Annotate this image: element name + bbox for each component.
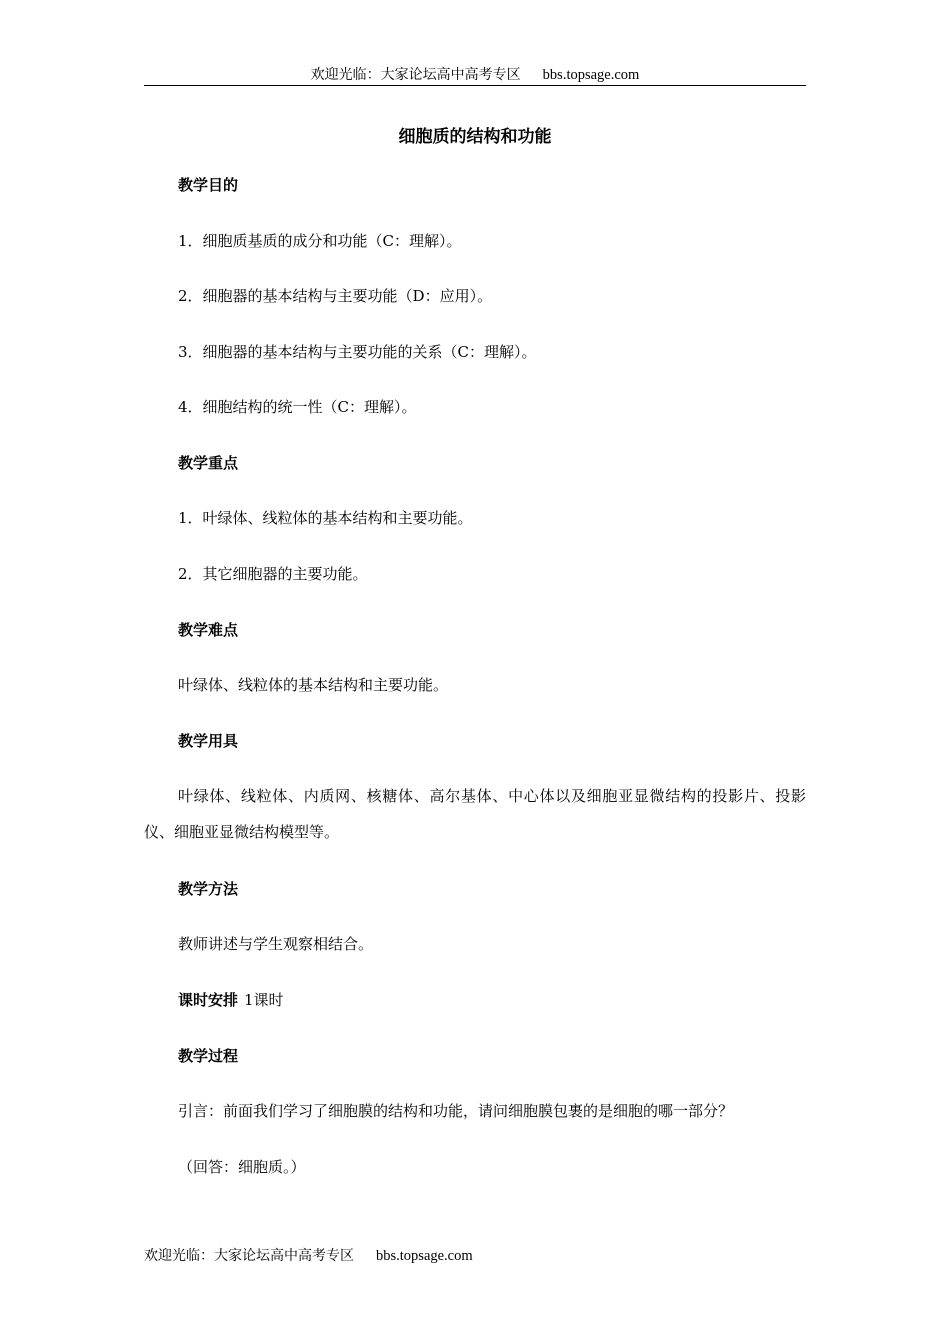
header-text: 欢迎光临：大家论坛高中高考专区 <box>310 67 521 83</box>
document-title: 细胞质的结构和功能 <box>398 127 552 147</box>
heading-key-points: 教学重点 <box>178 454 239 472</box>
objective-item-3: 3．细胞器的基本结构与主要功能的关系（C：理解）。 <box>178 343 537 361</box>
heading-methods: 教学方法 <box>178 880 239 898</box>
key-point-item-2: 2．其它细胞器的主要功能。 <box>178 565 368 583</box>
page-footer <box>144 1247 473 1265</box>
objective-item-1: 1．细胞质基质的成分和功能（C：理解）。 <box>178 232 462 250</box>
heading-difficulties: 教学难点 <box>178 621 239 639</box>
header-divider <box>144 85 806 86</box>
process-answer: （回答：细胞质。） <box>178 1158 306 1176</box>
header-url[interactable]: bbs.topsage.com <box>542 67 640 83</box>
methods-text: 教师讲述与学生观察相结合。 <box>178 935 374 953</box>
objective-item-4: 4．细胞结构的统一性（C：理解）。 <box>178 398 417 416</box>
difficulties-text: 叶绿体、线粒体的基本结构和主要功能。 <box>178 676 449 694</box>
heading-process: 教学过程 <box>178 1047 239 1065</box>
heading-schedule: 课时安排 <box>178 991 239 1009</box>
objective-item-2: 2．细胞器的基本结构与主要功能（D：应用）。 <box>178 287 493 305</box>
process-intro: 引言：前面我们学习了细胞膜的结构和功能，请问细胞膜包裹的是细胞的哪一部分？ <box>178 1102 734 1120</box>
page-header <box>144 66 806 84</box>
footer-url[interactable]: bbs.topsage.com <box>376 1248 473 1264</box>
schedule-text: 1课时 <box>244 991 284 1009</box>
footer-text: 欢迎光临：大家论坛高中高考专区 <box>144 1248 354 1264</box>
schedule-line <box>178 990 284 1010</box>
heading-objectives: 教学目的 <box>178 176 239 194</box>
tools-text: 叶绿体、线粒体、内质网、核糖体、高尔基体、中心体以及细胞亚显微结构的投影片、投影仪、细胞亚显微结构模型等。 <box>144 787 806 841</box>
key-point-item-1: 1．叶绿体、线粒体的基本结构和主要功能。 <box>178 509 473 527</box>
heading-tools: 教学用具 <box>178 732 239 750</box>
